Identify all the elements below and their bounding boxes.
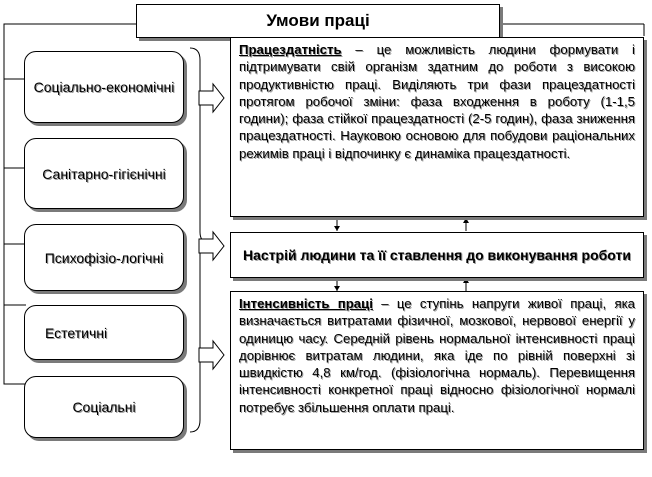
factor-aesthetic: Естетичні bbox=[24, 305, 184, 360]
factor-sanitary-hygienic: Санітарно-гігієнічні bbox=[24, 138, 184, 209]
capacity-term: Працездатність bbox=[239, 42, 342, 57]
arrow-up-icon bbox=[463, 278, 469, 283]
arrow-to-mood bbox=[199, 232, 224, 260]
factor-socio-economic: Соціально-економічні bbox=[24, 51, 184, 123]
intensity-term: Інтенсивність праці bbox=[239, 296, 373, 311]
intensity-panel bbox=[230, 291, 644, 450]
mood-box: Настрій людини та її ставлення до виконування роботи bbox=[230, 232, 644, 278]
factor-social: Соціальні bbox=[24, 376, 184, 438]
capacity-text: – це можливість людини формувати і підтримувати свій організм здатним до роботи з високою продуктивністю праці. Виділяють три фази працездатності протягом робочої зміни: фаза входження в роботу (1-1,5 години); фаза стійкої працездатності (2-5 годин), фаза зниження працездатності. Науковою основою для побудови раціональних режимів праці і відпочинку є динаміка працездатності. bbox=[239, 42, 635, 161]
intensity-text: – це ступінь напруги живої праці, яка визначається витратами фізичної, мозкової, нервової енергії у одиницю часу. Середній рівень нормальної інтенсивності праці дорівнює витратам людини, яка іде по рівній поверхні зі швидкістю 4,8 км/год. (фізіологічна нормаль). Перевищення інтенсивності конкретної праці відносно фізіологічної нормалі потребує збільшення оплати праці. bbox=[239, 296, 635, 415]
title-box bbox=[136, 4, 500, 38]
arrow-to-intensity bbox=[199, 341, 224, 369]
arrow-to-capacity bbox=[199, 84, 224, 112]
arrow-down-icon bbox=[334, 226, 340, 231]
title: Умови праці bbox=[266, 11, 370, 30]
factor-psychophysiological: Психофізіо-логічні bbox=[24, 224, 184, 291]
capacity-panel bbox=[230, 37, 644, 217]
arrow-up-icon bbox=[463, 218, 469, 223]
